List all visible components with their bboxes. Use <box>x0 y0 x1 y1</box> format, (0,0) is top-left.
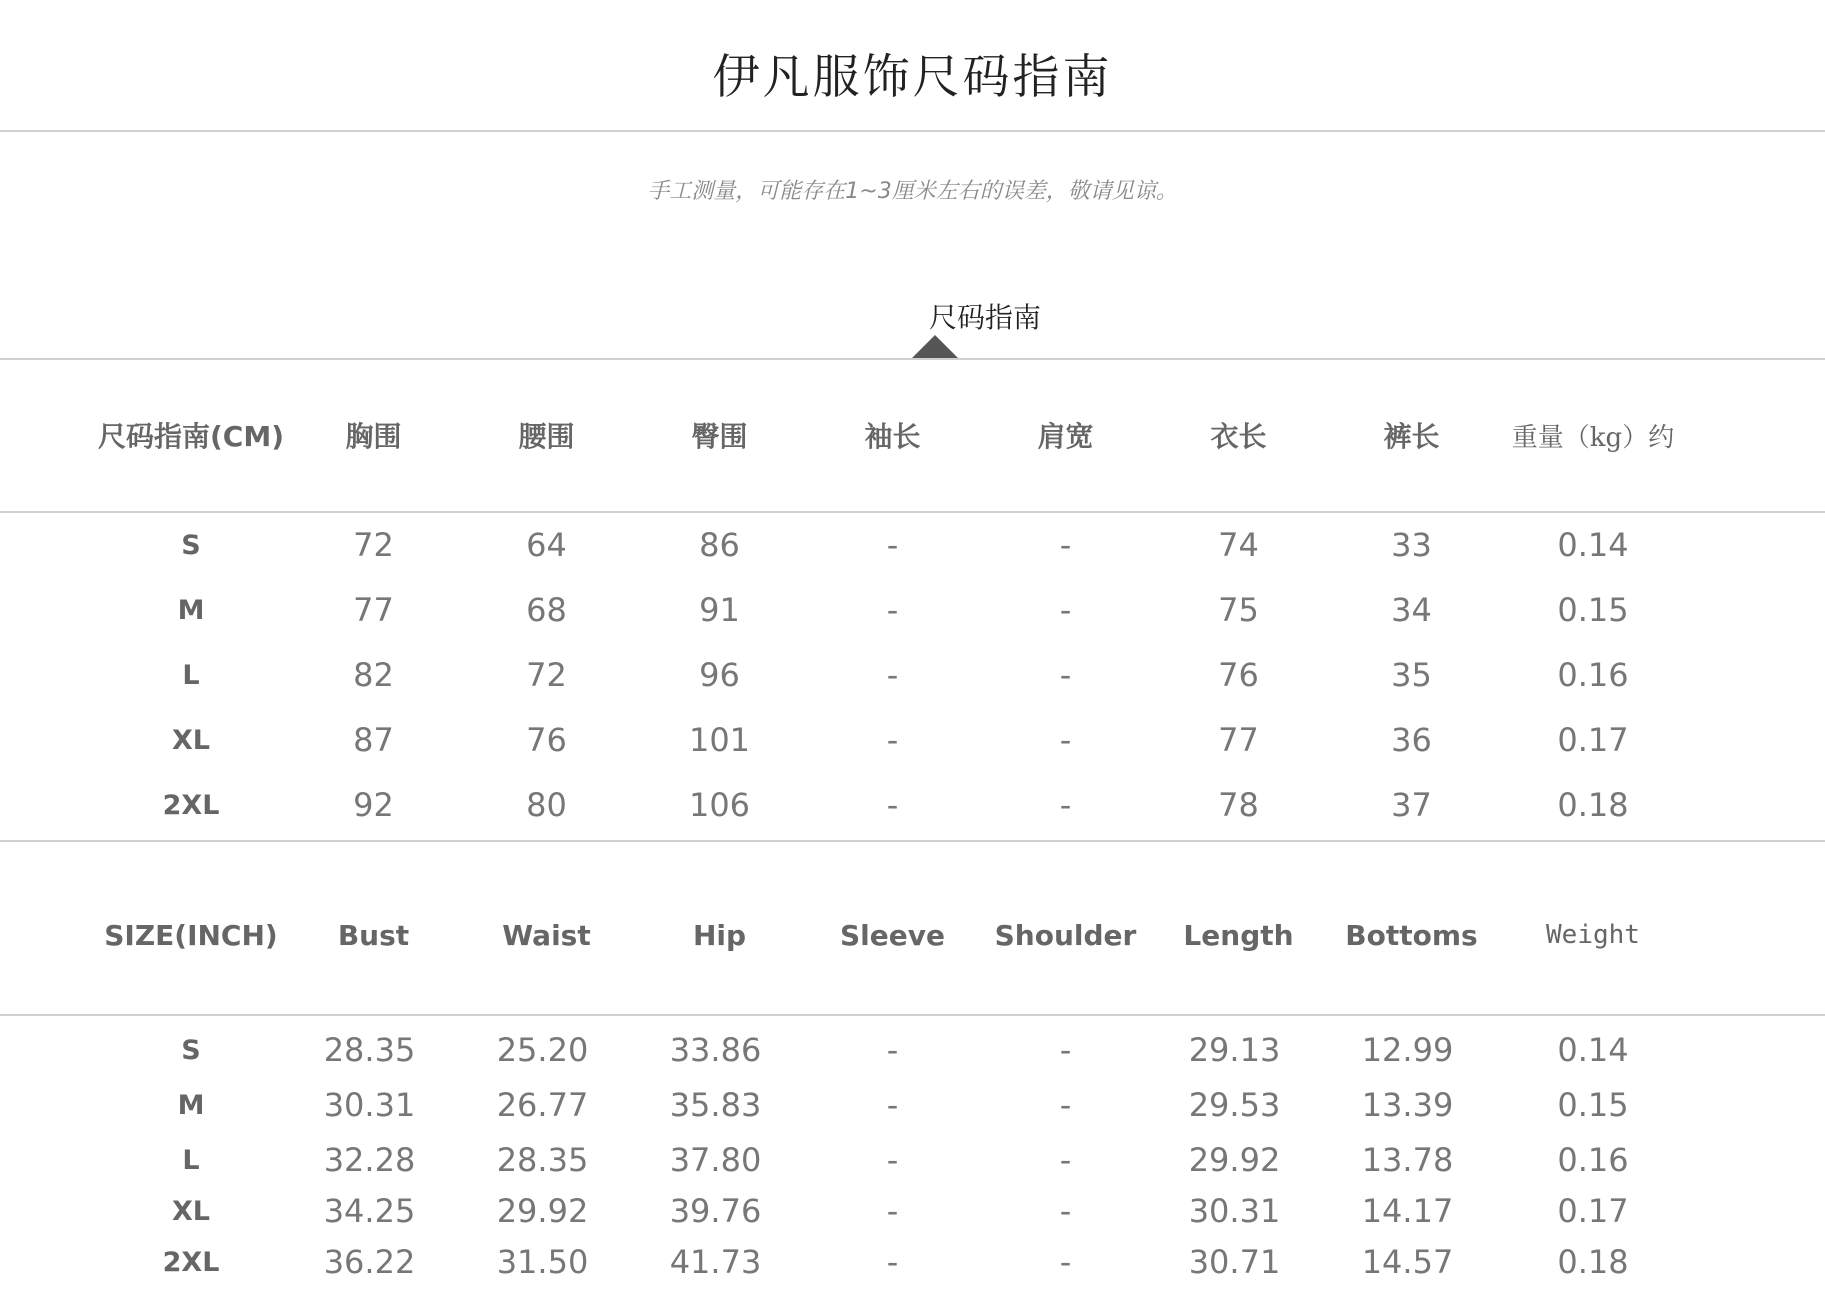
value-cell: 87 <box>353 721 394 759</box>
inch-table-header <box>0 910 1825 960</box>
value-cell: - <box>1059 721 1072 759</box>
value-cell: 30.71 <box>1188 1243 1281 1281</box>
tab-size-guide[interactable]: 尺码指南 <box>928 301 1041 334</box>
value-cell: - <box>886 1141 899 1179</box>
header-cell: 臀围 <box>691 420 748 453</box>
size-cell: L <box>182 659 200 691</box>
table-row <box>0 1025 1825 1075</box>
value-cell: 33 <box>1391 526 1432 564</box>
table-row <box>0 1237 1825 1287</box>
value-cell: 0.15 <box>1557 591 1629 629</box>
value-cell: 0.18 <box>1557 1243 1629 1281</box>
size-cell: 2XL <box>162 789 220 821</box>
size-cell: XL <box>171 724 211 756</box>
value-cell: 28.35 <box>496 1141 589 1179</box>
value-cell: 14.57 <box>1361 1243 1454 1281</box>
value-cell: 76 <box>526 721 567 759</box>
value-cell: 13.78 <box>1361 1141 1454 1179</box>
value-cell: - <box>1059 591 1072 629</box>
header-cell: Waist <box>502 918 591 952</box>
divider <box>0 1014 1825 1016</box>
value-cell: 35.83 <box>669 1086 762 1124</box>
size-cell: M <box>177 1089 205 1121</box>
value-cell: 33.86 <box>669 1031 762 1069</box>
value-cell: - <box>886 786 899 824</box>
value-cell: 74 <box>1218 526 1259 564</box>
header-cell: 尺码指南(CM) <box>97 420 284 453</box>
value-cell: 0.16 <box>1557 656 1629 694</box>
header-cell: SIZE(INCH) <box>104 918 278 952</box>
value-cell: 30.31 <box>1188 1192 1281 1230</box>
value-cell: 0.17 <box>1557 721 1629 759</box>
value-cell: 72 <box>526 656 567 694</box>
size-cell: XL <box>171 1195 211 1227</box>
table-row <box>0 1080 1825 1130</box>
value-cell: 26.77 <box>496 1086 589 1124</box>
value-cell: 91 <box>699 591 740 629</box>
value-cell: 29.53 <box>1188 1086 1281 1124</box>
value-cell: 14.17 <box>1361 1192 1454 1230</box>
value-cell: - <box>1059 526 1072 564</box>
header-cell: 腰围 <box>518 420 575 453</box>
cm-table-header <box>0 410 1825 460</box>
value-cell: 77 <box>1218 721 1259 759</box>
value-cell: - <box>886 1243 899 1281</box>
value-cell: - <box>1059 1086 1072 1124</box>
value-cell: - <box>1059 1243 1072 1281</box>
value-cell: - <box>886 721 899 759</box>
page-title: 伊凡服饰尺码指南 <box>712 50 1113 105</box>
header-cell: Shoulder <box>994 918 1137 952</box>
value-cell: - <box>886 656 899 694</box>
table-row <box>0 1135 1825 1185</box>
value-cell: 101 <box>688 721 751 759</box>
value-cell: 82 <box>353 656 394 694</box>
size-cell: 2XL <box>162 1246 220 1278</box>
size-cell: L <box>182 1144 200 1176</box>
value-cell: 75 <box>1218 591 1259 629</box>
header-cell: Bust <box>337 918 410 952</box>
divider <box>0 130 1825 132</box>
value-cell: 29.13 <box>1188 1031 1281 1069</box>
value-cell: 0.14 <box>1557 526 1629 564</box>
value-cell: 13.39 <box>1361 1086 1454 1124</box>
value-cell: 29.92 <box>496 1192 589 1230</box>
value-cell: 41.73 <box>669 1243 762 1281</box>
value-cell: 31.50 <box>496 1243 589 1281</box>
value-cell: 76 <box>1218 656 1259 694</box>
header-cell: Length <box>1183 918 1294 952</box>
value-cell: 29.92 <box>1188 1141 1281 1179</box>
value-cell: 32.28 <box>323 1141 416 1179</box>
divider <box>0 511 1825 513</box>
divider <box>0 358 1825 360</box>
measurement-note: 手工测量，可能存在1~3厘米左右的误差，敬请见谅。 <box>647 179 1178 204</box>
value-cell: 92 <box>353 786 394 824</box>
value-cell: - <box>886 1192 899 1230</box>
header-cell: Weight <box>1546 920 1640 950</box>
header-cell: 肩宽 <box>1037 420 1094 453</box>
header-cell: Bottoms <box>1345 918 1478 952</box>
value-cell: 37 <box>1391 786 1432 824</box>
value-cell: 36.22 <box>323 1243 416 1281</box>
table-row <box>0 585 1825 635</box>
value-cell: 78 <box>1218 786 1259 824</box>
value-cell: 34 <box>1391 591 1432 629</box>
header-cell: Sleeve <box>840 918 945 952</box>
table-row <box>0 650 1825 700</box>
header-cell: 重量（kg）约 <box>1511 422 1675 453</box>
header-cell: 裤长 <box>1383 420 1440 453</box>
value-cell: - <box>886 1086 899 1124</box>
value-cell: 0.14 <box>1557 1031 1629 1069</box>
value-cell: 96 <box>699 656 740 694</box>
size-cell: M <box>177 594 205 626</box>
value-cell: 80 <box>526 786 567 824</box>
value-cell: - <box>886 526 899 564</box>
value-cell: - <box>1059 1031 1072 1069</box>
value-cell: 0.18 <box>1557 786 1629 824</box>
header-cell: Hip <box>692 918 747 952</box>
value-cell: 0.16 <box>1557 1141 1629 1179</box>
value-cell: - <box>1059 1192 1072 1230</box>
tab-active-indicator <box>911 335 959 359</box>
table-row <box>0 780 1825 830</box>
header-cell: 胸围 <box>345 420 402 453</box>
value-cell: - <box>886 1031 899 1069</box>
value-cell: 12.99 <box>1361 1031 1454 1069</box>
size-cell: S <box>181 529 201 561</box>
value-cell: 25.20 <box>496 1031 589 1069</box>
value-cell: 30.31 <box>323 1086 416 1124</box>
value-cell: 0.17 <box>1557 1192 1629 1230</box>
value-cell: 39.76 <box>669 1192 762 1230</box>
value-cell: 68 <box>526 591 567 629</box>
value-cell: - <box>886 591 899 629</box>
value-cell: 106 <box>688 786 751 824</box>
header-cell: 衣长 <box>1210 420 1267 453</box>
value-cell: - <box>1059 656 1072 694</box>
size-cell: S <box>181 1034 201 1066</box>
table-row <box>0 715 1825 765</box>
table-row <box>0 1186 1825 1236</box>
value-cell: - <box>1059 786 1072 824</box>
value-cell: 86 <box>699 526 740 564</box>
value-cell: 35 <box>1391 656 1432 694</box>
value-cell: 36 <box>1391 721 1432 759</box>
value-cell: 64 <box>526 526 567 564</box>
value-cell: - <box>1059 1141 1072 1179</box>
value-cell: 77 <box>353 591 394 629</box>
table-row <box>0 520 1825 570</box>
value-cell: 28.35 <box>323 1031 416 1069</box>
value-cell: 72 <box>353 526 394 564</box>
divider <box>0 840 1825 842</box>
header-cell: 袖长 <box>864 420 921 453</box>
value-cell: 37.80 <box>669 1141 762 1179</box>
value-cell: 0.15 <box>1557 1086 1629 1124</box>
value-cell: 34.25 <box>323 1192 416 1230</box>
